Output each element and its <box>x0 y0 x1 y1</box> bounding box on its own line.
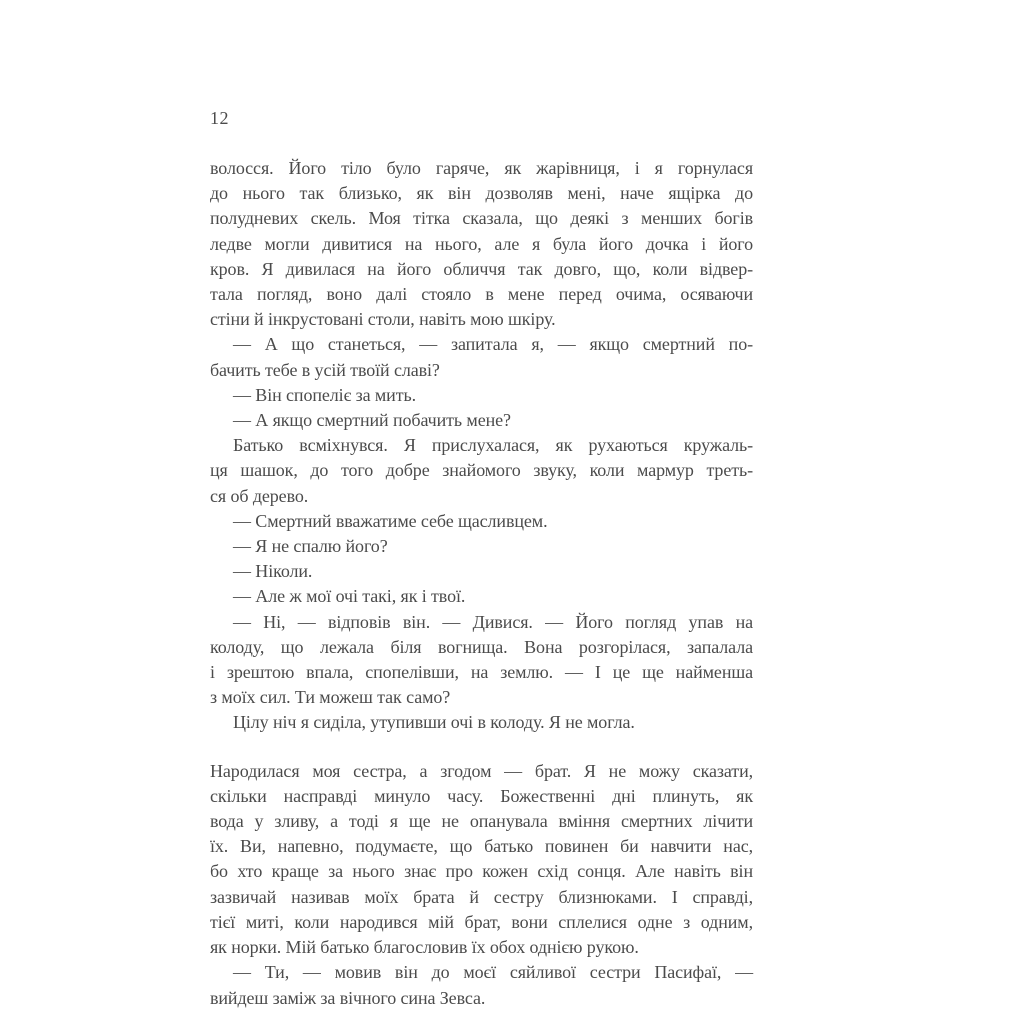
text-line: бачить тебе в усій твоїй славі? <box>210 359 440 380</box>
text-line: — А якщо смертний побачить мене? <box>233 410 511 431</box>
text-line: і зрештою впала, спопелівши, на землю. — І це ще найменша <box>210 662 753 683</box>
text-line: ця шашок, до того добре знайомого звуку, коли мармур треть- <box>210 460 753 481</box>
text-block <box>210 156 753 1011</box>
text-line: тала погляд, воно далі стояло в мене перед очима, осяваючи <box>210 284 753 305</box>
text-line: — Ніколи. <box>233 561 313 582</box>
text-line: їх. Ви, напевно, подумаєте, що батько повинен би навчити нас, <box>210 836 753 857</box>
text-line: Народилася моя сестра, а згодом — брат. Я не можу сказати, <box>210 760 753 781</box>
text-line: кров. Я дивилася на його обличчя так довго, що, коли відвер- <box>210 258 753 279</box>
text-line: — Я не спалю його? <box>233 536 388 557</box>
text-line: стіни й інкрустовані столи, навіть мою шкіру. <box>210 309 556 330</box>
text-line: — Він спопеліє за мить. <box>233 384 416 405</box>
text-line: скільки насправді минуло часу. Божественні дні плинуть, як <box>210 785 753 806</box>
text-line: полудневих скель. Моя тітка сказала, що деякі з менших богів <box>210 208 753 229</box>
text-line: — А що станеться, — запитала я, — якщо смертний по- <box>233 334 753 355</box>
text-line: вода у зливу, а тоді я ще не опанувала вміння смертних лічити <box>210 811 753 832</box>
text-line: — Але ж мої очі такі, як і твої. <box>233 586 466 607</box>
text-line: до нього так близько, як він дозволяв мені, наче ящірка до <box>210 183 753 204</box>
text-line: — Ні, — відповів він. — Дивися. — Його погляд упав на <box>233 611 753 632</box>
text-line: — Смертний вважатиме себе щасливцем. <box>233 510 548 531</box>
text-line: колоду, що лежала біля вогнища. Вона розгорілася, запалала <box>210 636 753 657</box>
text-line: Цілу ніч я сиділа, утупивши очі в колоду. Я не могла. <box>233 712 635 733</box>
text-line: вийдеш заміж за вічного сина Зевса. <box>210 987 486 1008</box>
text-line: Батько всміхнувся. Я прислухалася, як рухаються кружаль- <box>233 435 753 456</box>
text-line: — Ти, — мовив він до моєї сяйливої сестри Пасифаї, — <box>233 962 753 983</box>
text-line: з моїх сил. Ти можеш так само? <box>210 687 451 708</box>
section-break <box>210 736 753 759</box>
text-line: ледве могли дивитися на нього, але я була його дочка і його <box>210 233 753 254</box>
text-line: ся об дерево. <box>210 485 309 506</box>
text-line: тієї миті, коли народився мій брат, вони сплелися одне з одним, <box>210 911 753 932</box>
text-line: як норки. Мій батько благословив їх обох однією рукою. <box>210 937 639 958</box>
text-line: бо хто краще за нього знає про кожен схід сонця. Але навіть він <box>210 861 753 882</box>
page-number: 12 <box>210 108 229 128</box>
text-line: зазвичай називав моїх брата й сестру близнюками. І справді, <box>210 886 753 907</box>
text-line: волосся. Його тіло було гаряче, як жарівниця, і я горнулася <box>210 158 753 178</box>
